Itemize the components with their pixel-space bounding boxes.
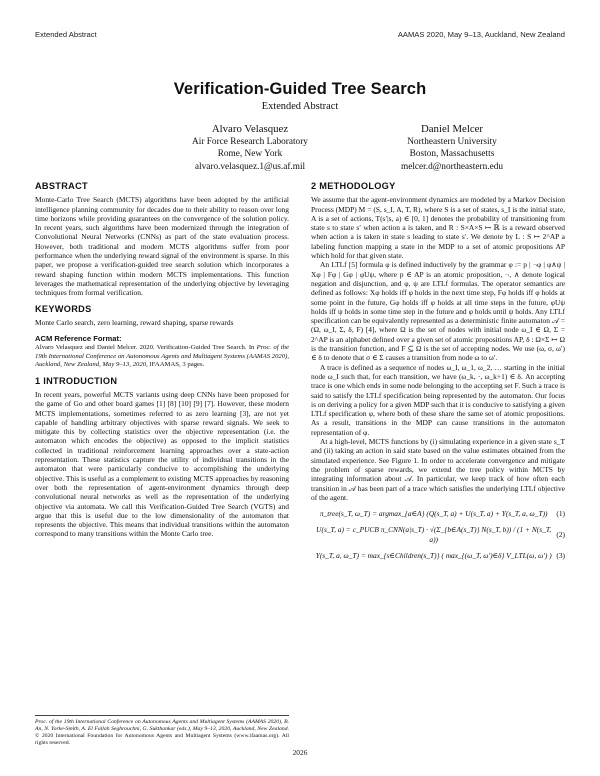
methodology-paragraph: At a high-level, MCTS functions by (i) simulating experience in a given state s_T and (ii) taking an action in said state based on the value estimates obtained from the simulated experience. See Figure 1. In order to accelerate convergence and mitigate the problem of sparse rewards, we extend the tree policy within MCTS by integrating information about 𝒜. In particular, we keep track of how often each transition in 𝒜 has been part of a trace which satisfies the underlying LTLf objective of the agent.: [311, 437, 565, 502]
author-block: [150, 122, 350, 173]
author-location: Rome, New York: [217, 149, 283, 160]
left-column: [35, 182, 289, 539]
paper-title: Verification-Guided Tree Search: [173, 80, 427, 98]
equation-number: (2): [556, 530, 565, 540]
author-email[interactable]: alvaro.velasquez.1@us.af.mil: [194, 161, 306, 172]
abstract-text: Monte-Carlo Tree Search (MCTS) algorithms have been adopted by the artificial intelligence planning community for decades due to their ability to reason over long time horizons while providing guarantees on the convergence of the solution policy. In recent years, such algorithms have been modernized through the integration of Convolutional Neural Networks (CNNs) as part of the state evaluation process. However, both traditional and modern MCTS algorithms suffer from poor performance when the underlying reward signal of the environment is sparse. In this paper, we propose a verification-guided tree search solution which incorporates a reward shaping function within modern MCTS implementations. This function leverages the mathematical representation of the underlying objective by leveraging techniques from formal verification.: [35, 195, 289, 298]
equation-number: (3): [556, 550, 565, 560]
author-email[interactable]: melcer.d@northeastern.edu: [400, 161, 503, 172]
running-header-left: Extended Abstract: [35, 30, 97, 39]
methodology-paragraph: A trace is defined as a sequence of nodes ω_I, ω_1, ω_2, … starting in the initial node ω_I such that, for each transition, we have (ω_k, ·, ω_k+1) ∈ δ. An accepting trace is one which ends in some node belonging to the accepting set F. Such a trace is said to satisfy the LTLf specification being represented by the automaton. Our focus is on deriving a policy for a given MDP such that it is conducive to satisfying a given LTLf specification φ, where both of these share the same set of atomic propositions. As a result, transitions in the MDP can cause transitions in the automaton representation of φ.: [311, 362, 566, 437]
equation-body: π_tree(s_T, ω_T) = argmax_{a∈A} (Q(s_T, a) + U(s_T, a) + Y(s_T, a, ω_T)): [319, 509, 548, 519]
page-number: 2026: [292, 748, 308, 757]
keywords-heading: KEYWORDS: [35, 303, 92, 314]
right-column: [311, 182, 565, 567]
paper-subtitle: Extended Abstract: [261, 101, 339, 112]
running-header-right: AAMAS 2020, May 9–13, Auckland, New Zealand: [397, 30, 565, 39]
acm-reference-text: Alvaro Velasquez and Daniel Melcer. 2020. Verification-Guided Tree Search. In Proc. of the 19th International Conference on Autonomous Agents and Multiagent Systems (AAMAS 2020), Auckland, New Zealand, May 9–13, 2020, IFAAMAS, 3 pages.: [35, 344, 289, 369]
keywords-text: Monte Carlo search, zero learning, reward shaping, sparse rewards: [35, 317, 234, 327]
author-affiliation: Air Force Research Laboratory: [192, 137, 308, 147]
author-block: [352, 122, 552, 173]
introduction-text: In recent years, powerful MCTS variants using deep CNNs have been proposed for the game of Go and other board games [1] [8] [10] [9] [7]. However, these modern MCTS implementations, sometimes referred to as zero learning [3], are not yet capable of handling arbitrary objectives with sparse reward signals. We seek to mitigate this by collecting statistics over the objective representation (i.e. the automaton which encodes the objective) as opposed to the implicit statistics collected in traditional reinforcement learning approaches over a state-action representation. These statistics capture the utility of individual transitions in the automaton that were particularly conducive to accomplishing the underlying objective. This is useful as a complement to existing MCTS approaches by reasoning over both the representation of agent-environment dynamics through deep convolutional neural networks as well as the representation of the underlying objective via automata. We call this Verification-Guided Tree Search (VGTS) and argue that this is useful due to the low dimensionality of the automaton that represents the objective. This means that individual transitions within the automaton correspond to many transitions within the Monte Carlo tree.: [35, 389, 289, 539]
methodology-paragraph: An LTLf [5] formula φ is defined inductively by the grammar φ := p | ¬φ | φ∧ψ | Xφ | Fφ | Gφ | φUψ, where p ∈ AP is an atomic proposition, ¬, ∧ denote logical negation and disjunction, and φ, ψ are LTLf formulas. The operator semantics are defined as follows: Xφ holds iff φ holds in the next time step, Fφ holds iff φ holds at some point in the future, Gφ holds iff φ holds at all time steps in the future, φUψ holds iff ψ holds in some time step in the future and φ holds until ψ holds. Any LTLf specification can be equivalently represented as a deterministic finite automaton 𝒜 = (Ω, ω_I, Σ, δ, F) [4], where Ω is the set of nodes with initial node ω_I ∈ Ω, Σ = 2^AP is an alphabet defined over a given set of atomic propositions AP, δ : Ω×Σ ↦ Ω is the transition function, and F ⊆ Ω is the set of accepting nodes. We use (ω, σ, ω′) ∈ δ to denote that σ ∈ Σ causes a transition from node ω to ω′.: [311, 260, 565, 363]
methodology-paragraph: We assume that the agent-environment dynamics are modeled by a Markov Decision Process (MDP) M = (S, s_I, A, T, R), where S is a set of states, s_I is the initial state, A is a set of actions, T(s′|s, a) ∈ [0, 1] denotes the probability of transitioning from state s to state s′ when action a is taken, and R : S×A×S ↦ ℝ is a reward observed when action a is taken in state s leading to state s′. We denote by L : S ↦ 2^AP a labeling function mapping a state in the MDP to a set of atomic propositions AP which hold for that given state.: [311, 195, 565, 261]
methodology-heading: 2 METHODOLOGY: [311, 181, 396, 191]
equation-number: (1): [556, 509, 565, 519]
equation: [311, 525, 565, 544]
author-location: Boston, Massachusetts: [409, 149, 495, 160]
equation-body: U(s_T, a) = c_PUCB π_CNN(a|s_T) · √(Σ_{b∈A(s_T)} N(s_T, b)) / (1 + N(s_T, a)): [316, 525, 552, 544]
equation-body: Y(s_T, a, ω_T) = max_{s∈Children(s_T)} ( max_{(ω_T, ω′)∈δ} V_LTL(ω, ω′) ): [315, 550, 552, 560]
author-name: Daniel Melcer: [420, 123, 484, 135]
author-name: Alvaro Velasquez: [211, 123, 289, 135]
equations: [311, 509, 565, 560]
equation: [311, 509, 565, 518]
acm-reference-heading: ACM Reference Format:: [35, 334, 122, 344]
introduction-heading: 1 INTRODUCTION: [35, 375, 118, 386]
equation: [311, 551, 565, 560]
abstract-heading: ABSTRACT: [35, 181, 88, 191]
footnote: Proc. of the 19th International Conference on Autonomous Agents and Multiagent Systems (AAMAS 2020), B. An, N. Yorke-Smith, A. El Fallah Seghrouchni, G. Sukthankar (eds.), May 9–13, 2020, Auckland, New Zealand. © 2020 International Foundation for Autonomous Agents and Multiagent Systems (www.ifaamas.org). All rights reserved.: [35, 715, 289, 747]
author-affiliation: Northeastern University: [407, 137, 497, 147]
